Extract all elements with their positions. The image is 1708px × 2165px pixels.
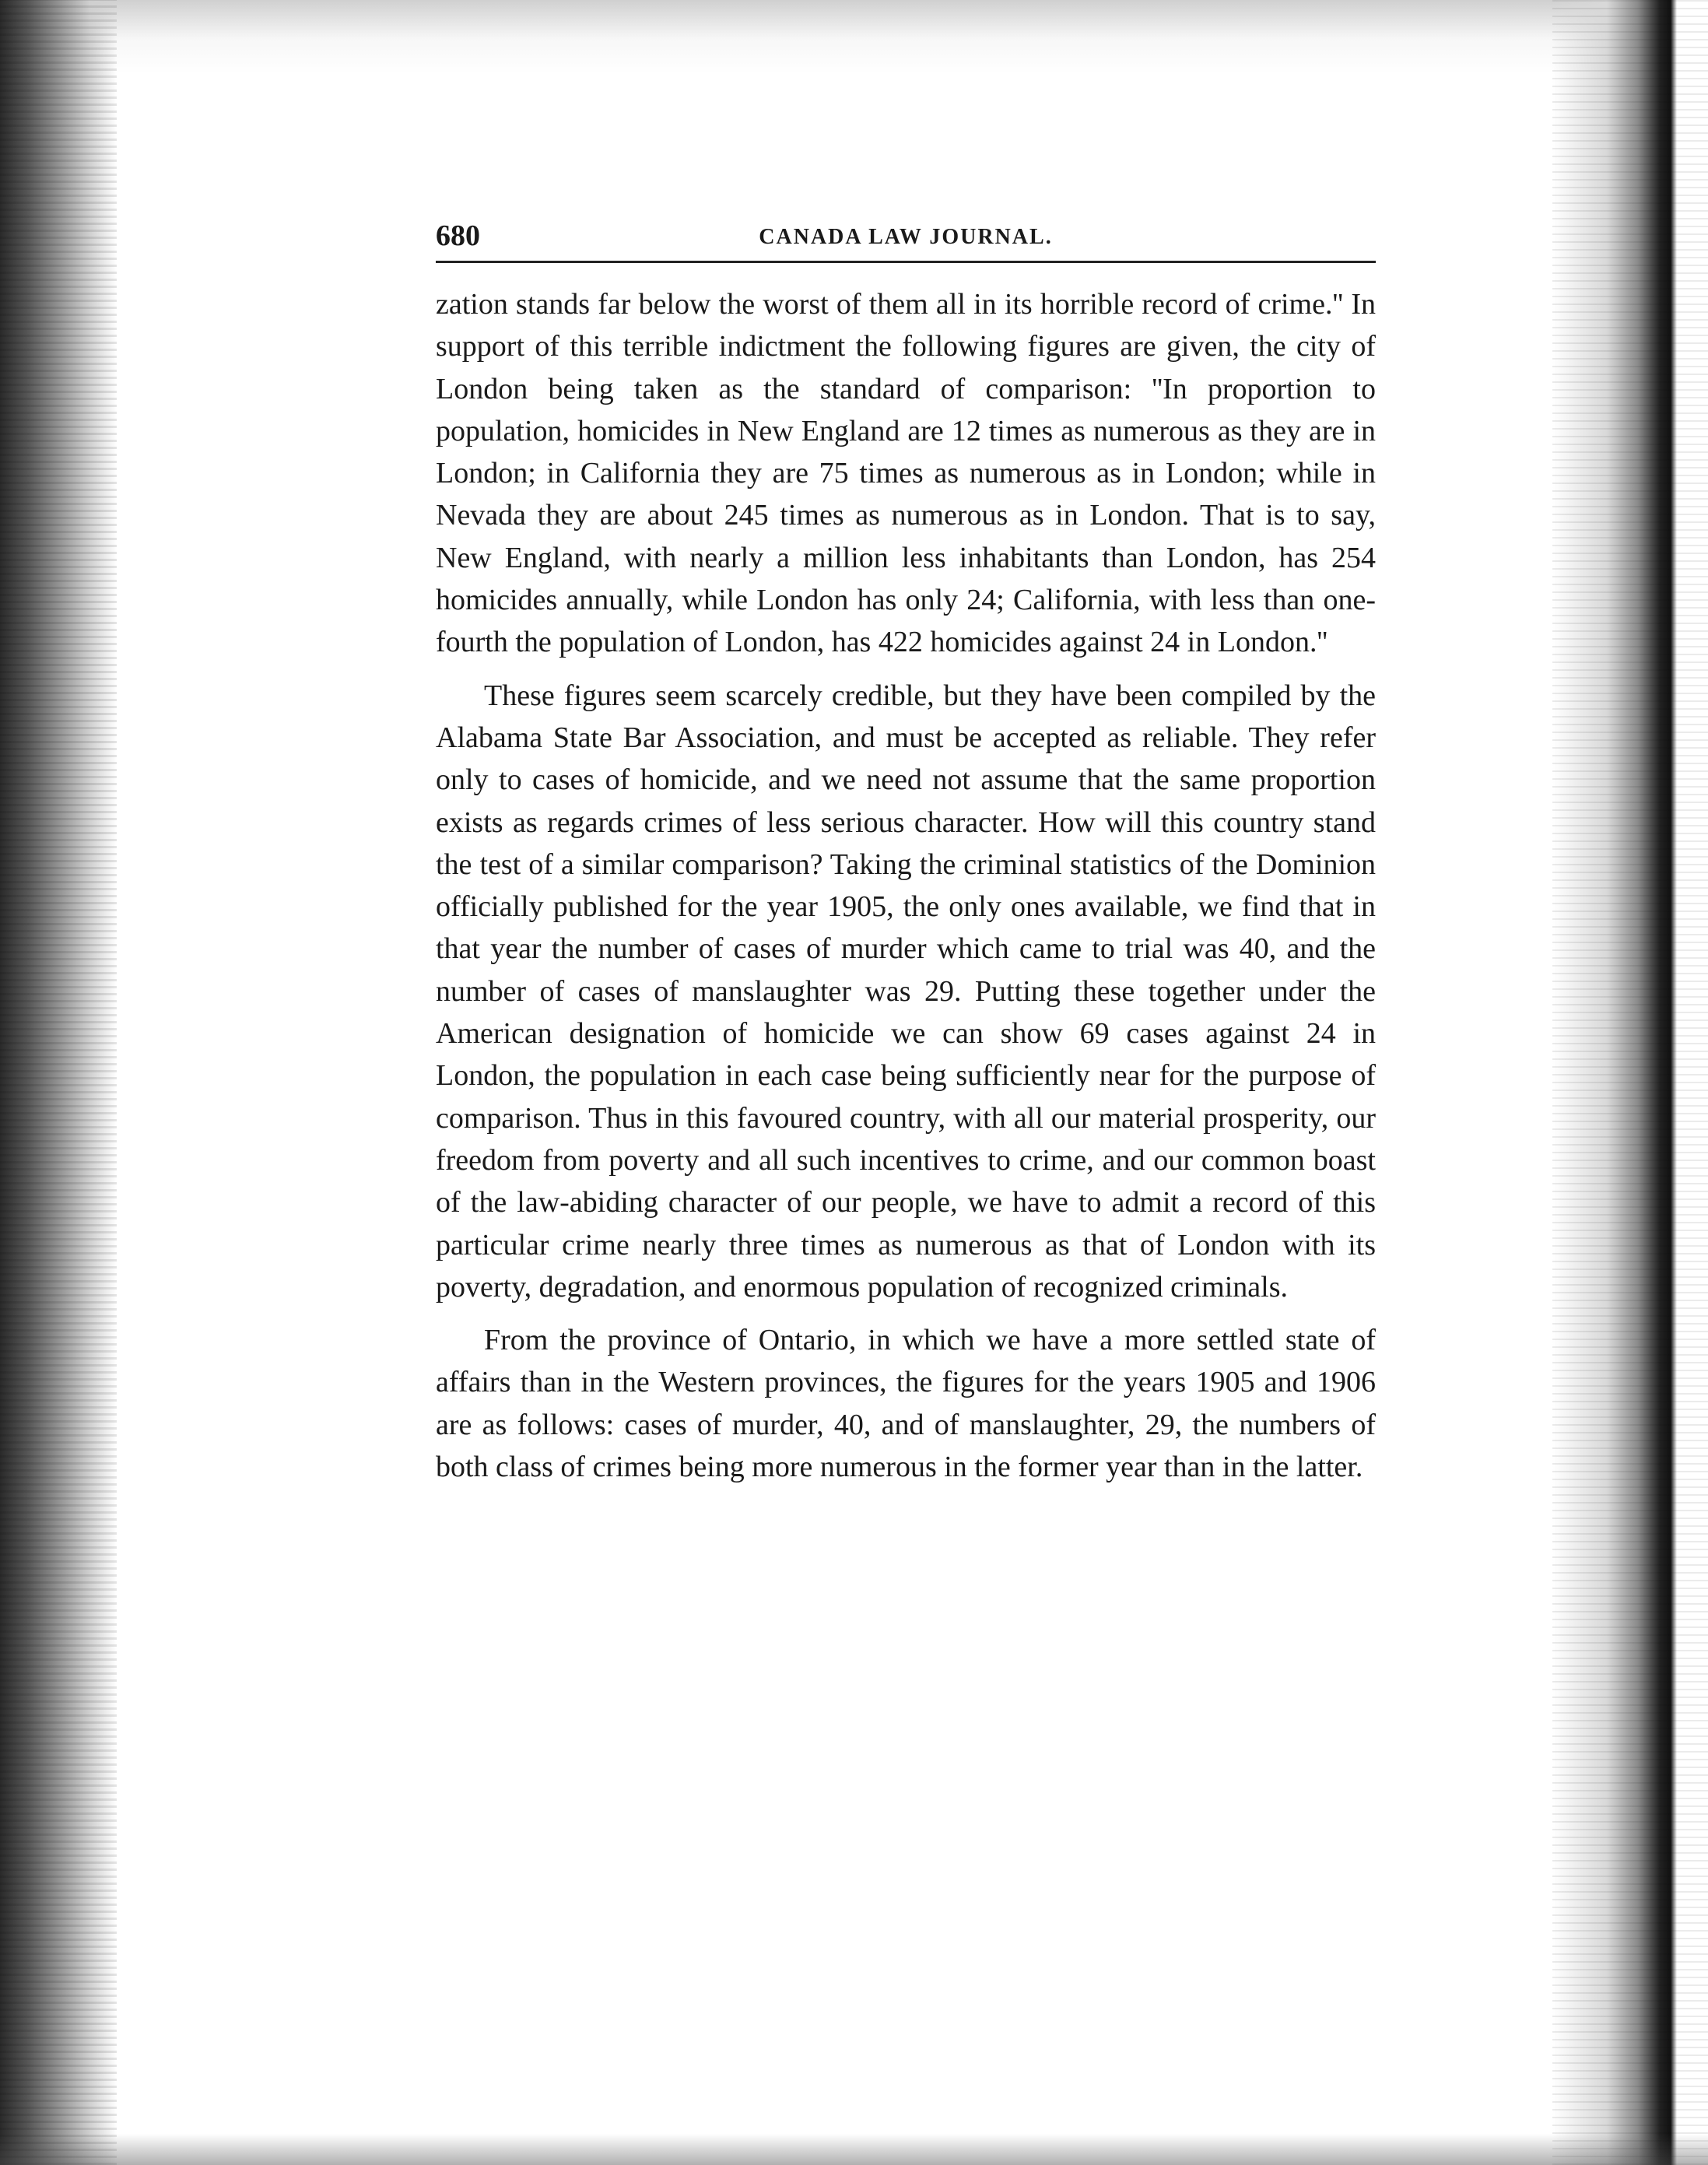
scan-right-edge bbox=[1552, 0, 1708, 2165]
journal-page bbox=[436, 214, 1376, 1488]
paragraph: From the province of Ontario, in which we have a more settled state of affairs than in the Western provinces, the figures for the years 1905 and 1906 are as follows: cases of murder, 40, and of manslaughter, 29, the numbers of both class of crimes being more numerous in the former year than in the latter. bbox=[436, 1324, 1376, 1484]
paragraph: These figures seem scarcely credible, but they have been compiled by the Alabama State Bar Association, and must be accepted as reliable. They refer only to cases of homicide, and we need not assume that the same proportion exists as regards crimes of less serious character. How will this country stand the test of a similar comparison? Taking the criminal statistics of the Dominion officially published for the year 1905, the only ones available, we find that in that year the number of cases of murder which came to trial was 40, and the number of cases of manslaughter was 29. Putting these together under the American designation of homicide we can show 69 cases against 24 in London, the population in each case being sufficiently near for the purpose of comparison. Thus in this favoured country, with all our material prosperity, our freedom from poverty and all such incentives to crime, and our common boast of the law-abiding character of our people, we have to admit a record of this particular crime nearly three times as numerous as that of London with its poverty, degradation, and enormous population of recognized criminals. bbox=[436, 679, 1376, 1304]
scan-bottom-edge bbox=[0, 2134, 1708, 2165]
paragraph-continued: zation stands far below the worst of them all in its horrible record of crime.'' In support of this terrible indictment the following figures are given, the city of London being taken as the standard of comparison: ''In proportion to population, homicides in New England are 12 times as numerous as they are in London; in California they are 75 times as numerous as in London; while in Nevada they are about 245 times as numerous as in London. That is to say, New England, with nearly a million less inhabitants than London, has 254 homicides annually, while London has only 24; California, with less than one-fourth the population of London, has 422 homicides against 24 in London.'' bbox=[436, 288, 1376, 659]
article-body bbox=[436, 283, 1376, 1488]
scan-left-edge bbox=[0, 0, 117, 2165]
running-head: CANADA LAW JOURNAL. bbox=[759, 225, 1053, 249]
scan-top-edge bbox=[0, 0, 1708, 74]
page-number: 680 bbox=[436, 219, 480, 252]
page-header bbox=[436, 214, 1376, 263]
